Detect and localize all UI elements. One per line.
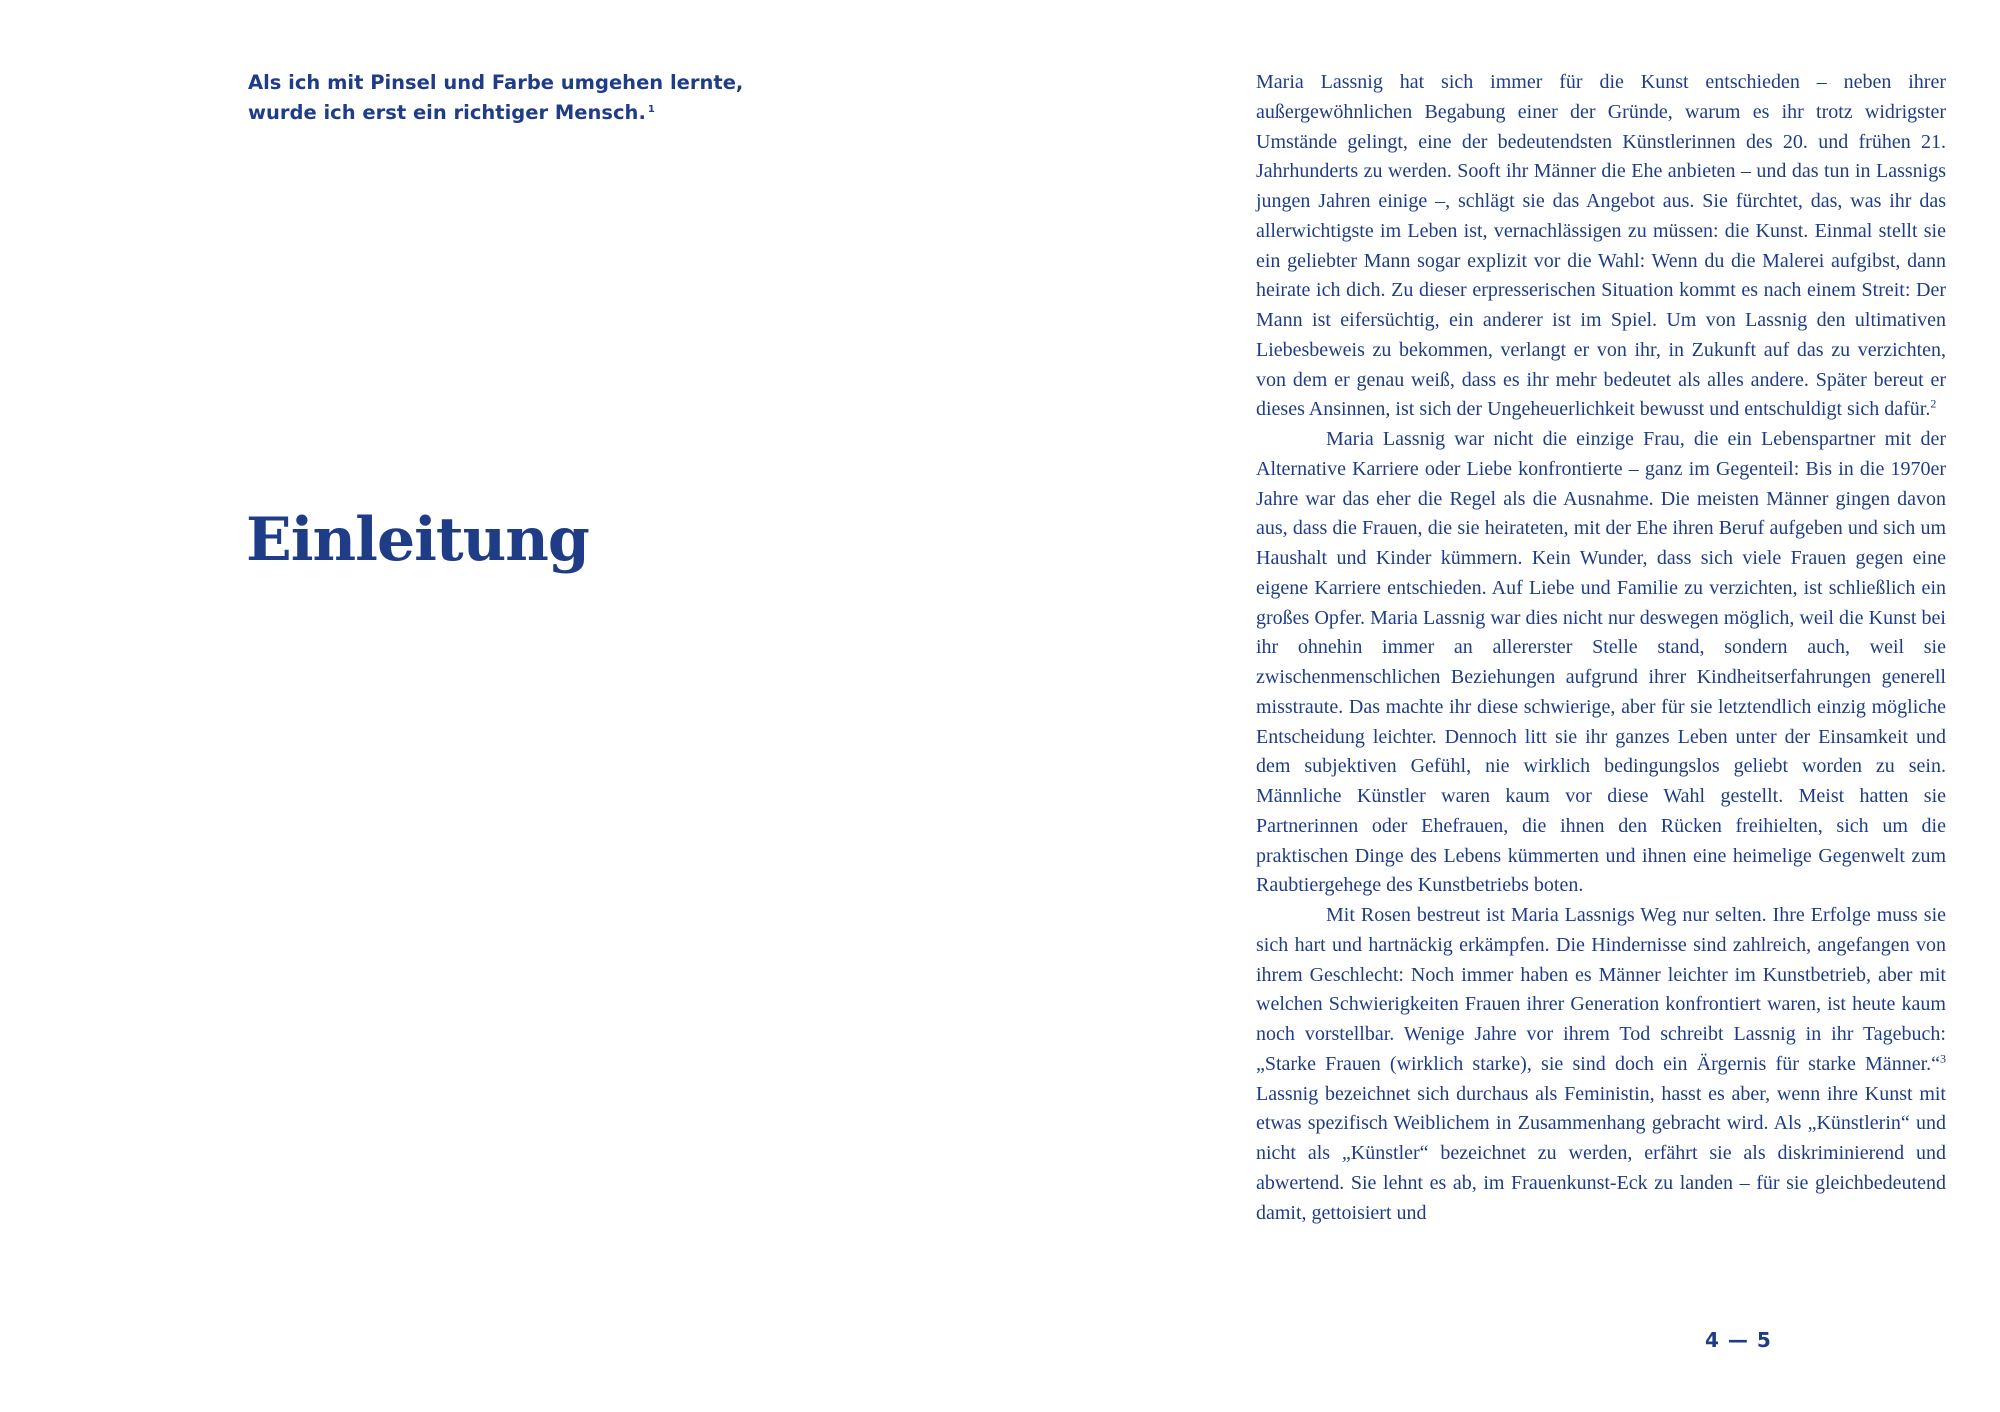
footnote-ref-2[interactable]: 2	[1930, 396, 1937, 411]
paragraph-3-text-after: Lassnig bezeichnet sich durchaus als Feministin, hasst es aber, wenn ihre Kunst mit etwas spezifisch Weiblichem in Zusammenhang gebracht wird. Als „Künstlerin“ und nicht als „Künstler“ bezeichnet zu werden, erfährt sie als diskriminierend und abwertend. Sie lehnt es ab, im Frauenkunst-Eck zu landen – für sie gleichbedeutend damit, gettoisiert und	[1256, 1082, 1946, 1224]
paragraph-3	[1256, 901, 1946, 1228]
paragraph-2	[1256, 425, 1946, 901]
page-numbers: 4 — 5	[1705, 1328, 1772, 1352]
epigraph-line-1: Als ich mit Pinsel und Farbe umgehen lernte,	[248, 71, 744, 94]
epigraph-line-2-text: wurde ich erst ein richtiger Mensch.	[248, 101, 646, 124]
paragraph-3-text-before: Mit Rosen bestreut ist Maria Lassnigs Weg nur selten. Ihre Erfolge muss sie sich hart und hartnäckig erkämpfen. Die Hindernisse sind zahlreich, angefangen von ihrem Geschlecht: Noch immer haben es Männer leichter im Kunstbetrieb, aber mit welchen Schwierigkeiten Frauen ihrer Generation konfrontiert waren, ist heute kaum noch vorstellbar. Wenige Jahre vor ihrem Tod schreibt Lassnig in ihr Tagebuch: „Starke Frauen (wirklich starke), sie sind doch ein Ärgernis für starke Männer.“	[1256, 904, 1946, 1075]
paragraph-1-text: Maria Lassnig hat sich immer für die Kunst entschieden – neben ihrer außergewöhnlichen Begabung einer der Gründe, warum es ihr trotz widrigster Umstände gelingt, eine der bedeutendsten Künstlerinnen des 20. und frühen 21. Jahrhunderts zu werden. Sooft ihr Männer die Ehe anbieten – und das tun in Lassnigs jungen Jahren einige –, schlägt sie das Angebot aus. Sie fürchtet, das, was ihr das allerwichtigste im Leben ist, vernachlässigen zu müssen: die Kunst. Einmal stellt sie ein geliebter Mann sogar explizit vor die Wahl: Wenn du die Malerei aufgibst, dann heirate ich dich. Zu dieser erpresserischen Situation kommt es nach einem Streit: Der Mann ist eifersüchtig, ein anderer ist im Spiel. Um von Lassnig den ultimativen Liebesbeweis zu bekommen, verlangt er von ihr, in Zukunft auf das zu verzichten, von dem er genau weiß, dass es ihr mehr bedeutet als alles andere. Später bereut er dieses Ansinnen, ist sich der Ungeheuerlichkeit bewusst und entschuldigt sich dafür.	[1256, 71, 1946, 421]
chapter-title: Einleitung	[246, 505, 589, 575]
epigraph-footnote-ref[interactable]: 1	[647, 103, 655, 115]
paragraph-2-text: Maria Lassnig war nicht die einzige Frau, die ein Lebenspartner mit der Alternative Karriere oder Liebe konfrontierte – ganz im Gegenteil: Bis in die 1970er Jahre war das eher die Regel als die Ausnahme. Die meisten Männer gingen davon aus, dass die Frauen, die sie heirateten, mit der Ehe ihren Beruf aufgeben und sich um Haushalt und Kinder kümmern. Kein Wunder, dass sich viele Frauen gegen eine eigene Karriere entschieden. Auf Liebe und Familie zu verzichten, ist schließlich ein großes Opfer. Maria Lassnig war dies nicht nur deswegen möglich, weil die Kunst bei ihr ohnehin immer an allererster Stelle stand, sondern auch, weil sie zwischenmenschlichen Beziehungen aufgrund ihrer Kindheitserfahrungen generell misstraute. Das machte ihr diese schwierige, aber für sie letztendlich einzig mögliche Entscheidung leichter. Dennoch litt sie ihr ganzes Leben unter der Einsamkeit und dem subjektiven Gefühl, nie wirklich bedingungslos geliebt worden zu sein. Männliche Künstler waren kaum vor diese Wahl gestellt. Meist hatten sie Partnerinnen oder Ehefrauen, die ihnen den Rücken freihielten, sich um die praktischen Dinge des Lebens kümmerten und ihnen eine heimelige Gegenwelt zum Raubtiergehege des Kunstbetriebs boten.	[1256, 428, 1946, 897]
footnote-ref-3[interactable]: 3	[1940, 1051, 1946, 1066]
right-page	[1000, 0, 2000, 1412]
epigraph-quote	[248, 68, 768, 128]
epigraph-line-2	[248, 98, 768, 128]
body-text	[1256, 68, 1946, 1228]
paragraph-1	[1256, 68, 1946, 425]
